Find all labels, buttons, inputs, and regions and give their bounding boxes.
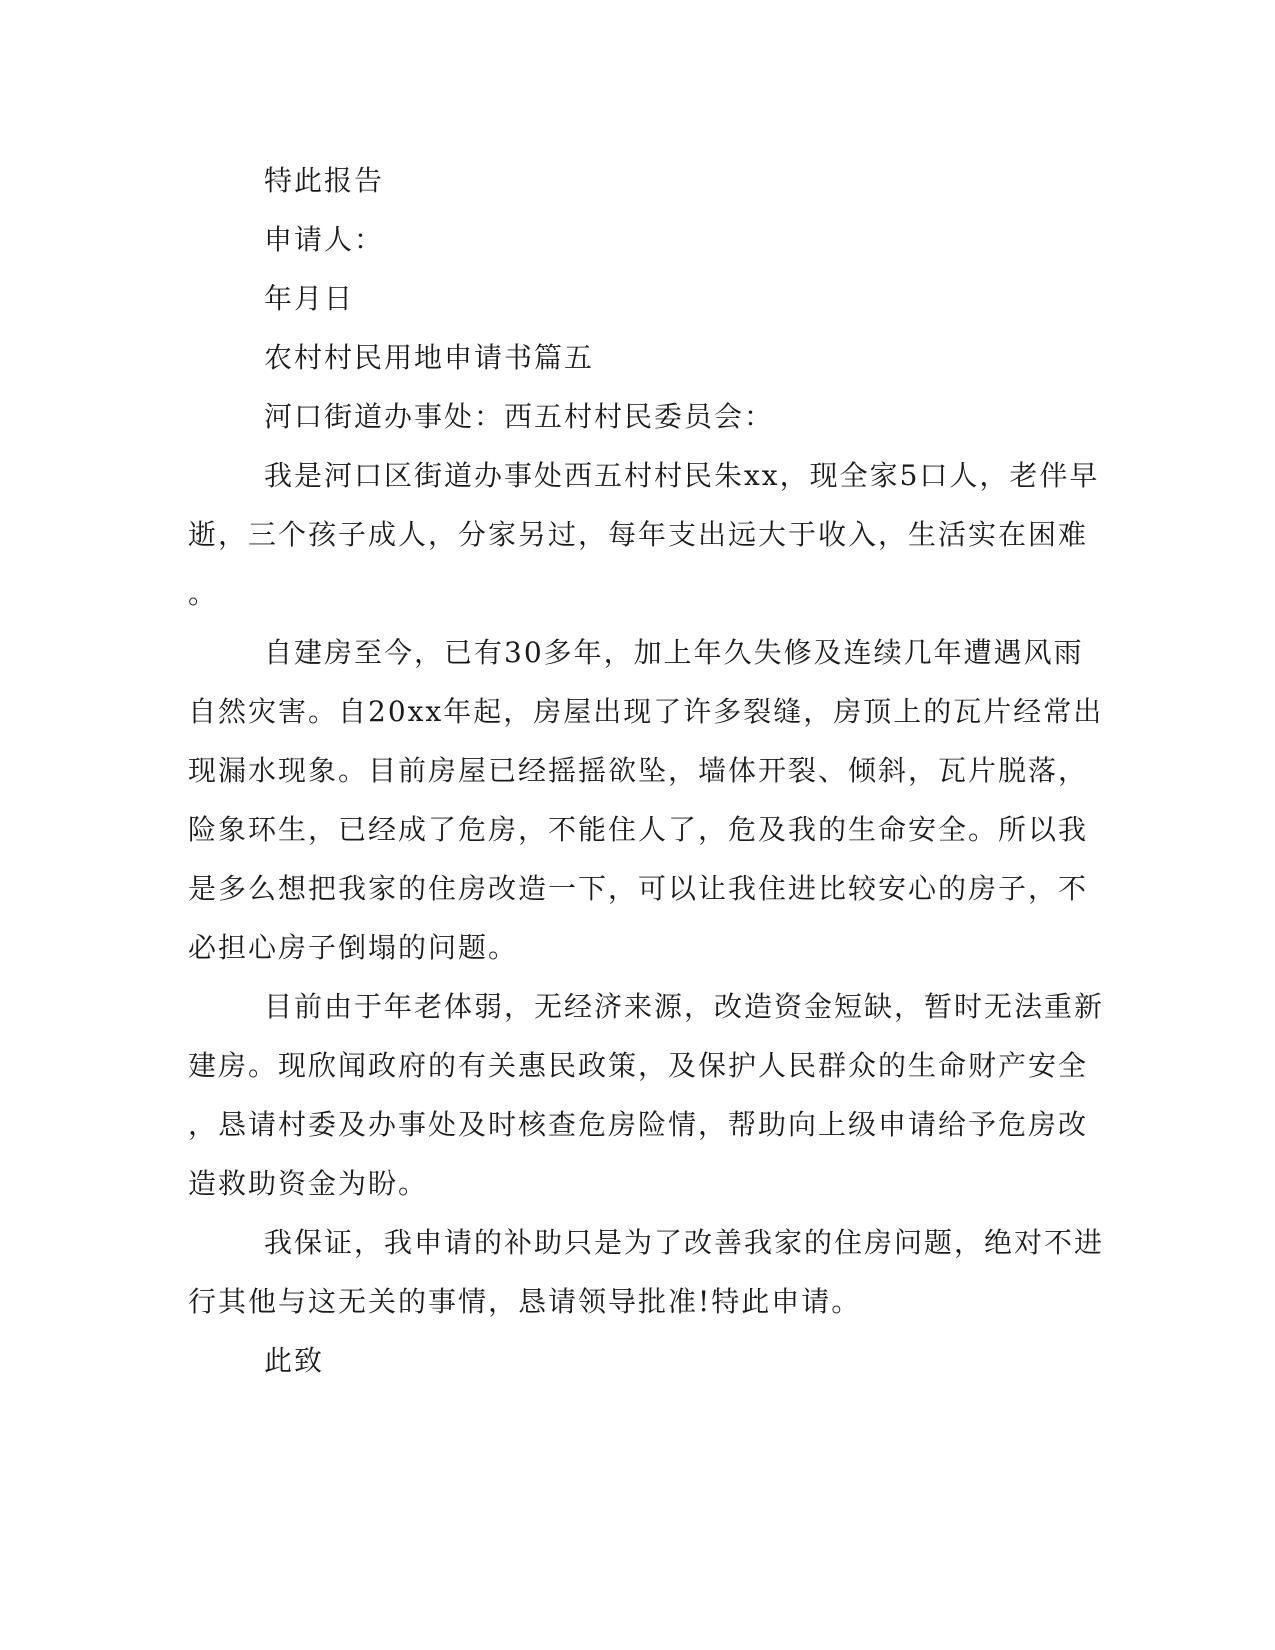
paragraph-line: 自建房至今，已有30多年，加上年久失修及连续几年遭遇风雨 — [264, 636, 1084, 669]
closing-line: 年月日 — [264, 282, 355, 315]
paragraph-line: ，恳请村委及办事处及时核查危房险情，帮助向上级申请给予危房改 — [188, 1108, 1089, 1141]
paragraph-line: 目前由于年老体弱，无经济来源，改造资金短缺，暂时无法重新 — [264, 990, 1105, 1023]
final-line: 此致 — [264, 1344, 325, 1377]
paragraph-line: 自然灾害。自20xx年起，房屋出现了许多裂缝，房顶上的瓦片经常出 — [188, 695, 1104, 728]
salutation: 河口街道办事处：西五村村民委员会： — [264, 400, 775, 433]
paragraph-line: 我保证，我申请的补助只是为了改善我家的住房问题，绝对不进 — [264, 1226, 1105, 1259]
paragraph-line: 行其他与这无关的事情，恳请领导批准!特此申请。 — [188, 1285, 862, 1318]
paragraph-line: 造救助资金为盼。 — [188, 1167, 429, 1200]
paragraph-line: 是多么想把我家的住房改造一下，可以让我住进比较安心的房子，不 — [188, 872, 1089, 905]
paragraph-line: 必担心房子倒塌的问题。 — [188, 931, 519, 964]
paragraph-line: 。 — [188, 577, 219, 610]
paragraph-line: 现漏水现象。目前房屋已经摇摇欲坠，墙体开裂、倾斜，瓦片脱落， — [188, 754, 1089, 787]
paragraph-line: 建房。现欣闻政府的有关惠民政策，及保护人民群众的生命财产安全 — [188, 1049, 1089, 1082]
paragraph-line: 我是河口区街道办事处西五村村民朱xx，现全家5口人，老伴早 — [264, 459, 1100, 492]
paragraph-line: 逝，三个孩子成人，分家另过，每年支出远大于收入，生活实在困难 — [188, 518, 1089, 551]
section-title: 农村村民用地申请书篇五 — [264, 341, 595, 374]
closing-line: 特此报告 — [264, 164, 385, 197]
closing-line: 申请人： — [264, 223, 385, 256]
paragraph-line: 险象环生，已经成了危房，不能住人了，危及我的生命安全。所以我 — [188, 813, 1089, 846]
